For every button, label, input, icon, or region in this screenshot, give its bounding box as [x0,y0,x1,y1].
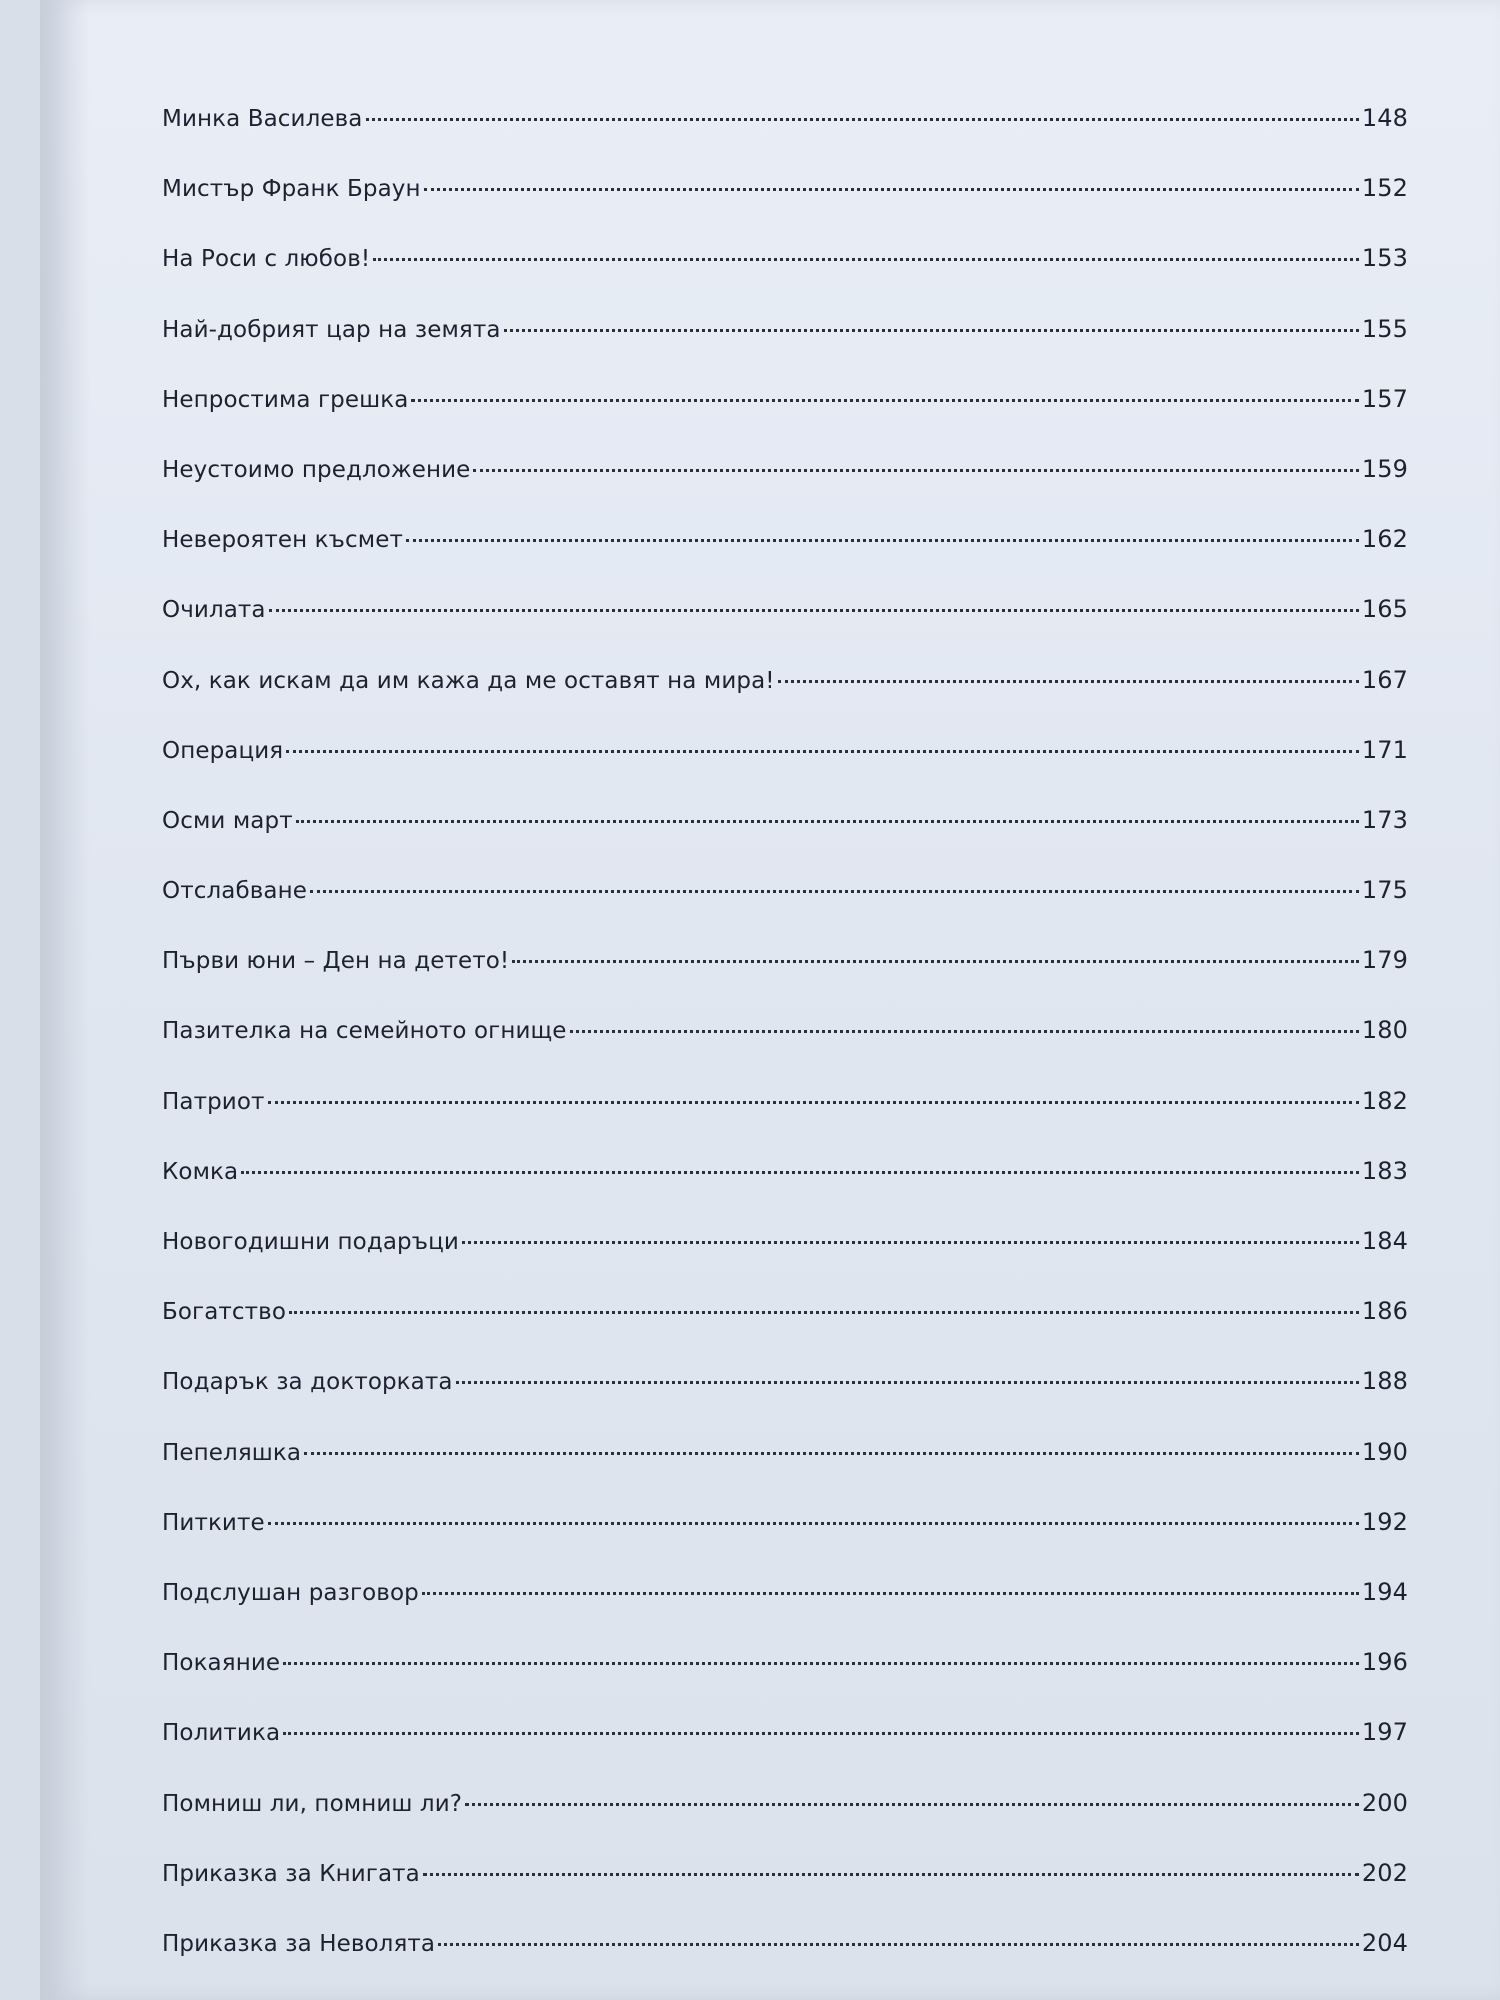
toc-entry-page-number: 165 [1361,595,1408,624]
dot-leader [366,118,1359,121]
toc-entry [162,385,1408,455]
toc-entry-page-number: 153 [1361,244,1408,273]
toc-entry-title: Богатство [162,1299,286,1326]
dot-leader [283,1662,1359,1665]
toc-entry [162,174,1408,244]
toc-entry [162,1157,1408,1227]
toc-entry-title: Подслушан разговор [162,1579,419,1606]
toc-entry-title: Комка [162,1158,239,1185]
dot-leader [269,609,1359,612]
toc-entry-page-number: 162 [1361,525,1408,554]
toc-entry-page-number: 188 [1361,1367,1408,1396]
toc-entry-page-number: 196 [1361,1648,1408,1677]
toc-entry-page-number: 190 [1361,1437,1408,1466]
toc-entry [162,946,1408,1016]
toc-entry [162,1367,1408,1437]
toc-entry-page-number: 182 [1361,1086,1408,1115]
toc-entry-title: На Роси с любов! [162,246,371,273]
toc-entry-page-number: 180 [1361,1016,1408,1045]
table-of-contents [162,104,1408,1999]
toc-entry-page-number: 157 [1361,384,1408,413]
dot-leader [304,1452,1359,1455]
toc-entry-page-number: 192 [1361,1507,1408,1536]
dot-leader [283,1732,1359,1735]
toc-entry [162,666,1408,736]
toc-entry-page-number: 204 [1361,1928,1408,1957]
toc-entry-page-number: 155 [1361,314,1408,343]
toc-entry-page-number: 200 [1361,1788,1408,1817]
toc-entry-page-number: 183 [1361,1156,1408,1185]
dot-leader [438,1943,1359,1946]
toc-entry-title: Непростима грешка [162,386,409,413]
toc-entry-title: Новогодишни подаръци [162,1229,459,1255]
toc-entry [162,244,1408,314]
dot-leader [373,258,1359,261]
dot-leader [296,820,1359,823]
dot-leader [512,960,1359,963]
dot-leader [310,890,1359,893]
toc-entry-title: Отслабване [162,878,307,905]
toc-entry-page-number: 148 [1361,104,1408,132]
toc-entry-title: Пепеляшка [162,1439,302,1466]
toc-entry-title: Операция [162,737,284,764]
toc-entry [162,736,1408,806]
dot-leader [406,539,1359,542]
toc-entry [162,1016,1408,1086]
toc-entry-page-number: 175 [1361,876,1408,905]
toc-entry [162,1227,1408,1297]
toc-entry-title: Приказка за Неволята [162,1930,436,1957]
toc-entry-page-number: 197 [1361,1718,1408,1747]
toc-entry-title: Мистър Франк Браун [162,176,421,203]
dot-leader [241,1171,1359,1174]
toc-entry [162,1789,1408,1859]
toc-entry-title: Питките [162,1509,265,1536]
toc-entry-page-number: 186 [1361,1297,1408,1326]
dot-leader [465,1803,1359,1806]
dot-leader [423,1873,1359,1876]
toc-entry-title: Патриот [162,1088,265,1115]
toc-entry-title: Неустоимо предложение [162,456,471,483]
toc-entry [162,315,1408,385]
toc-entry-title: Политика [162,1720,281,1747]
toc-entry [162,1578,1408,1648]
dot-leader [462,1241,1359,1244]
toc-entry-title: Покаяние [162,1650,281,1677]
dot-leader [504,329,1359,332]
toc-entry-page-number: 202 [1361,1858,1408,1887]
toc-entry [162,1859,1408,1929]
dot-leader [289,1311,1359,1314]
toc-entry-title: Ох, как искам да им кажа да ме оставят на мира! [162,667,775,694]
dot-leader [268,1522,1359,1525]
spine-shadow [40,0,90,2000]
toc-entry [162,806,1408,876]
dot-leader [456,1381,1359,1384]
toc-entry [162,876,1408,946]
toc-entry [162,1508,1408,1578]
toc-entry-title: Помниш ли, помниш ли? [162,1790,463,1817]
dot-leader [570,1030,1359,1033]
toc-entry-page-number: 173 [1361,805,1408,834]
toc-entry-title: Подарък за докторката [162,1369,453,1396]
toc-entry [162,1929,1408,1999]
dot-leader [286,750,1359,753]
toc-entry-title: Невероятен късмет [162,527,403,554]
toc-entry-title: Минка Василева [162,106,363,132]
book-page [40,0,1500,2000]
toc-entry [162,104,1408,174]
toc-entry [162,455,1408,525]
toc-entry [162,595,1408,665]
toc-entry [162,1438,1408,1508]
toc-entry-page-number: 152 [1361,174,1408,203]
toc-entry-page-number: 159 [1361,454,1408,483]
toc-entry-page-number: 167 [1361,665,1408,694]
dot-leader [778,680,1359,683]
toc-entry [162,1648,1408,1718]
toc-entry-title: Пазителка на семейното огнище [162,1018,567,1045]
dot-leader [268,1101,1359,1104]
toc-entry-title: Най-добрият цар на земята [162,316,501,343]
toc-entry-title: Очилата [162,597,266,624]
toc-entry [162,1718,1408,1788]
dot-leader [473,469,1358,472]
toc-entry-title: Осми март [162,807,293,834]
toc-entry-page-number: 171 [1361,735,1408,764]
toc-entry-page-number: 179 [1361,946,1408,975]
toc-entry [162,1087,1408,1157]
toc-entry-title: Приказка за Книгата [162,1860,420,1887]
toc-entry [162,1297,1408,1367]
toc-entry-page-number: 184 [1361,1227,1408,1255]
dot-leader [424,188,1359,191]
toc-entry-title: Първи юни – Ден на детето! [162,948,510,975]
dot-leader [422,1592,1359,1595]
toc-entry [162,525,1408,595]
dot-leader [411,399,1358,402]
toc-entry-page-number: 194 [1361,1577,1408,1606]
